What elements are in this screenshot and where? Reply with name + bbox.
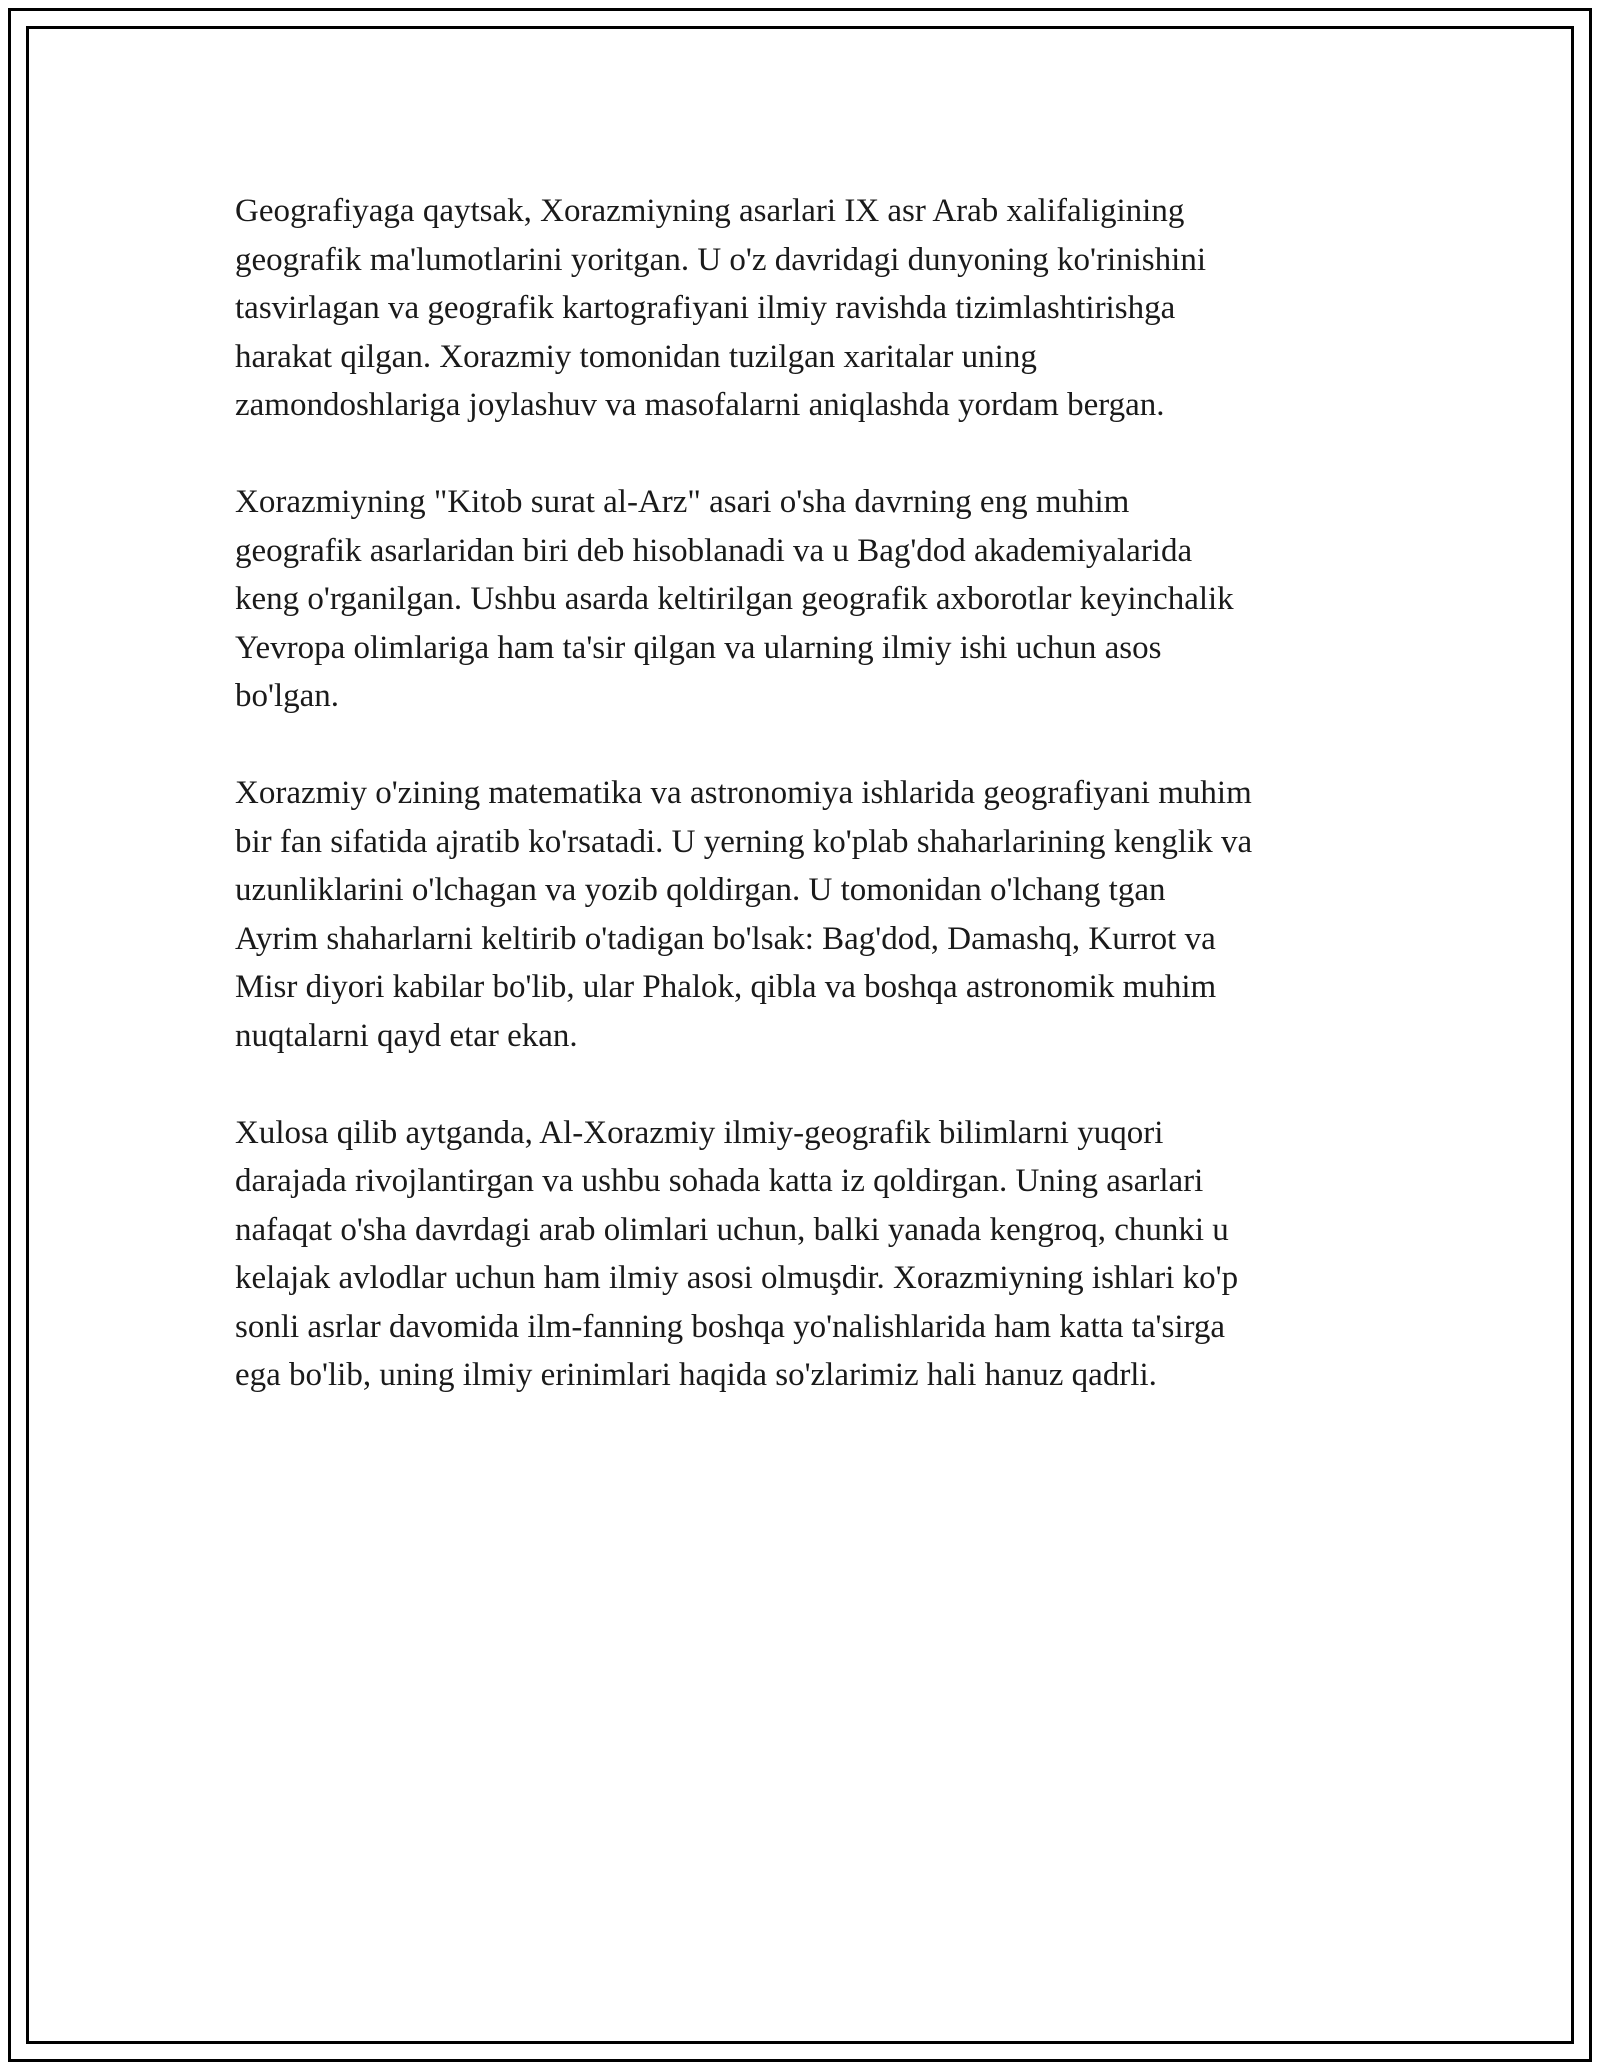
paragraph-4 [235, 1109, 1395, 1400]
paragraph-line: darajada rivojlantirgan va ushbu sohada katta iz qoldirgan. Uning asarlari [235, 1163, 1204, 1199]
paragraph-line: Yevropa olimlariga ham ta'sir qilgan va ularning ilmiy ishi uchun asos [235, 629, 1162, 666]
paragraph-line: bir fan sifatida ajratib ko'rsatadi. U yerning ko'plab shaharlarining kenglik va [235, 823, 1253, 860]
paragraph-line: harakat qilgan. Xorazmiy tomonidan tuzilgan xaritalar uning [235, 338, 1037, 375]
document-body [235, 187, 1395, 1448]
paragraph-line: Xorazmiy o'zining matematika va astronomiya ishlarida geografiyani muhim [235, 775, 1252, 811]
paragraph-2 [235, 478, 1395, 721]
paragraph-line: sonli asrlar davomida ilm-fanning boshqa yo'nalishlarida ham katta ta'sirga [235, 1308, 1226, 1345]
paragraph-1 [235, 187, 1395, 430]
paragraph-line: tasvirlagan va geografik kartografiyani ilmiy ravishda tizimlashtirishga [235, 290, 1176, 326]
paragraph-line: geografik asarlaridan biri deb hisoblanadi va u Bag'dod akademiyalarida [235, 532, 1193, 569]
paragraph-line: nuqtalarni qayd etar ekan. [235, 1017, 578, 1054]
paragraph-3 [235, 769, 1395, 1060]
paragraph-line: zamondoshlariga joylashuv va masofalarni aniqlashda yordam bergan. [235, 387, 1165, 423]
paragraph-line: ega bo'lib, uning ilmiy erinimlari haqida so'zlarimiz hali hanuz qadrli. [235, 1357, 1157, 1393]
paragraph-line: Xorazmiyning "Kitob surat al-Arz" asari o'sha davrning eng muhim [235, 484, 1130, 520]
paragraph-line: Xulosa qilib aytganda, Al-Xorazmiy ilmiy-geografik bilimlarni yuqori [235, 1114, 1164, 1151]
paragraph-line: nafaqat o'sha davrdagi arab olimlari uchun, balki yanada kengroq, chunki u [235, 1211, 1229, 1248]
paragraph-line: Geografiyaga qaytsak, Xorazmiyning asarlari IX asr Arab xalifaligining [235, 193, 1185, 229]
paragraph-line: Ayrim shaharlarni keltirib o'tadigan bo'lsak: Bag'dod, Damashq, Kurrot va [235, 920, 1216, 957]
paragraph-line: uzunliklarini o'lchagan va yozib qoldirgan. U tomonidan o'lchang tgan [235, 872, 1166, 908]
paragraph-line: Misr diyori kabilar bo'lib, ular Phalok, qibla va boshqa astronomik muhim [235, 969, 1217, 1005]
paragraph-line: kelajak avlodlar uchun ham ilmiy asosi olmuşdir. Xorazmiyning ishlari ko'p [235, 1260, 1239, 1296]
paragraph-line: geografik ma'lumotlarini yoritgan. U o'z davridagi dunyoning ko'rinishini [235, 241, 1206, 278]
paragraph-line: bo'lgan. [235, 678, 340, 714]
paragraph-line: keng o'rganilgan. Ushbu asarda keltirilgan geografik axborotlar keyinchalik [235, 581, 1234, 617]
